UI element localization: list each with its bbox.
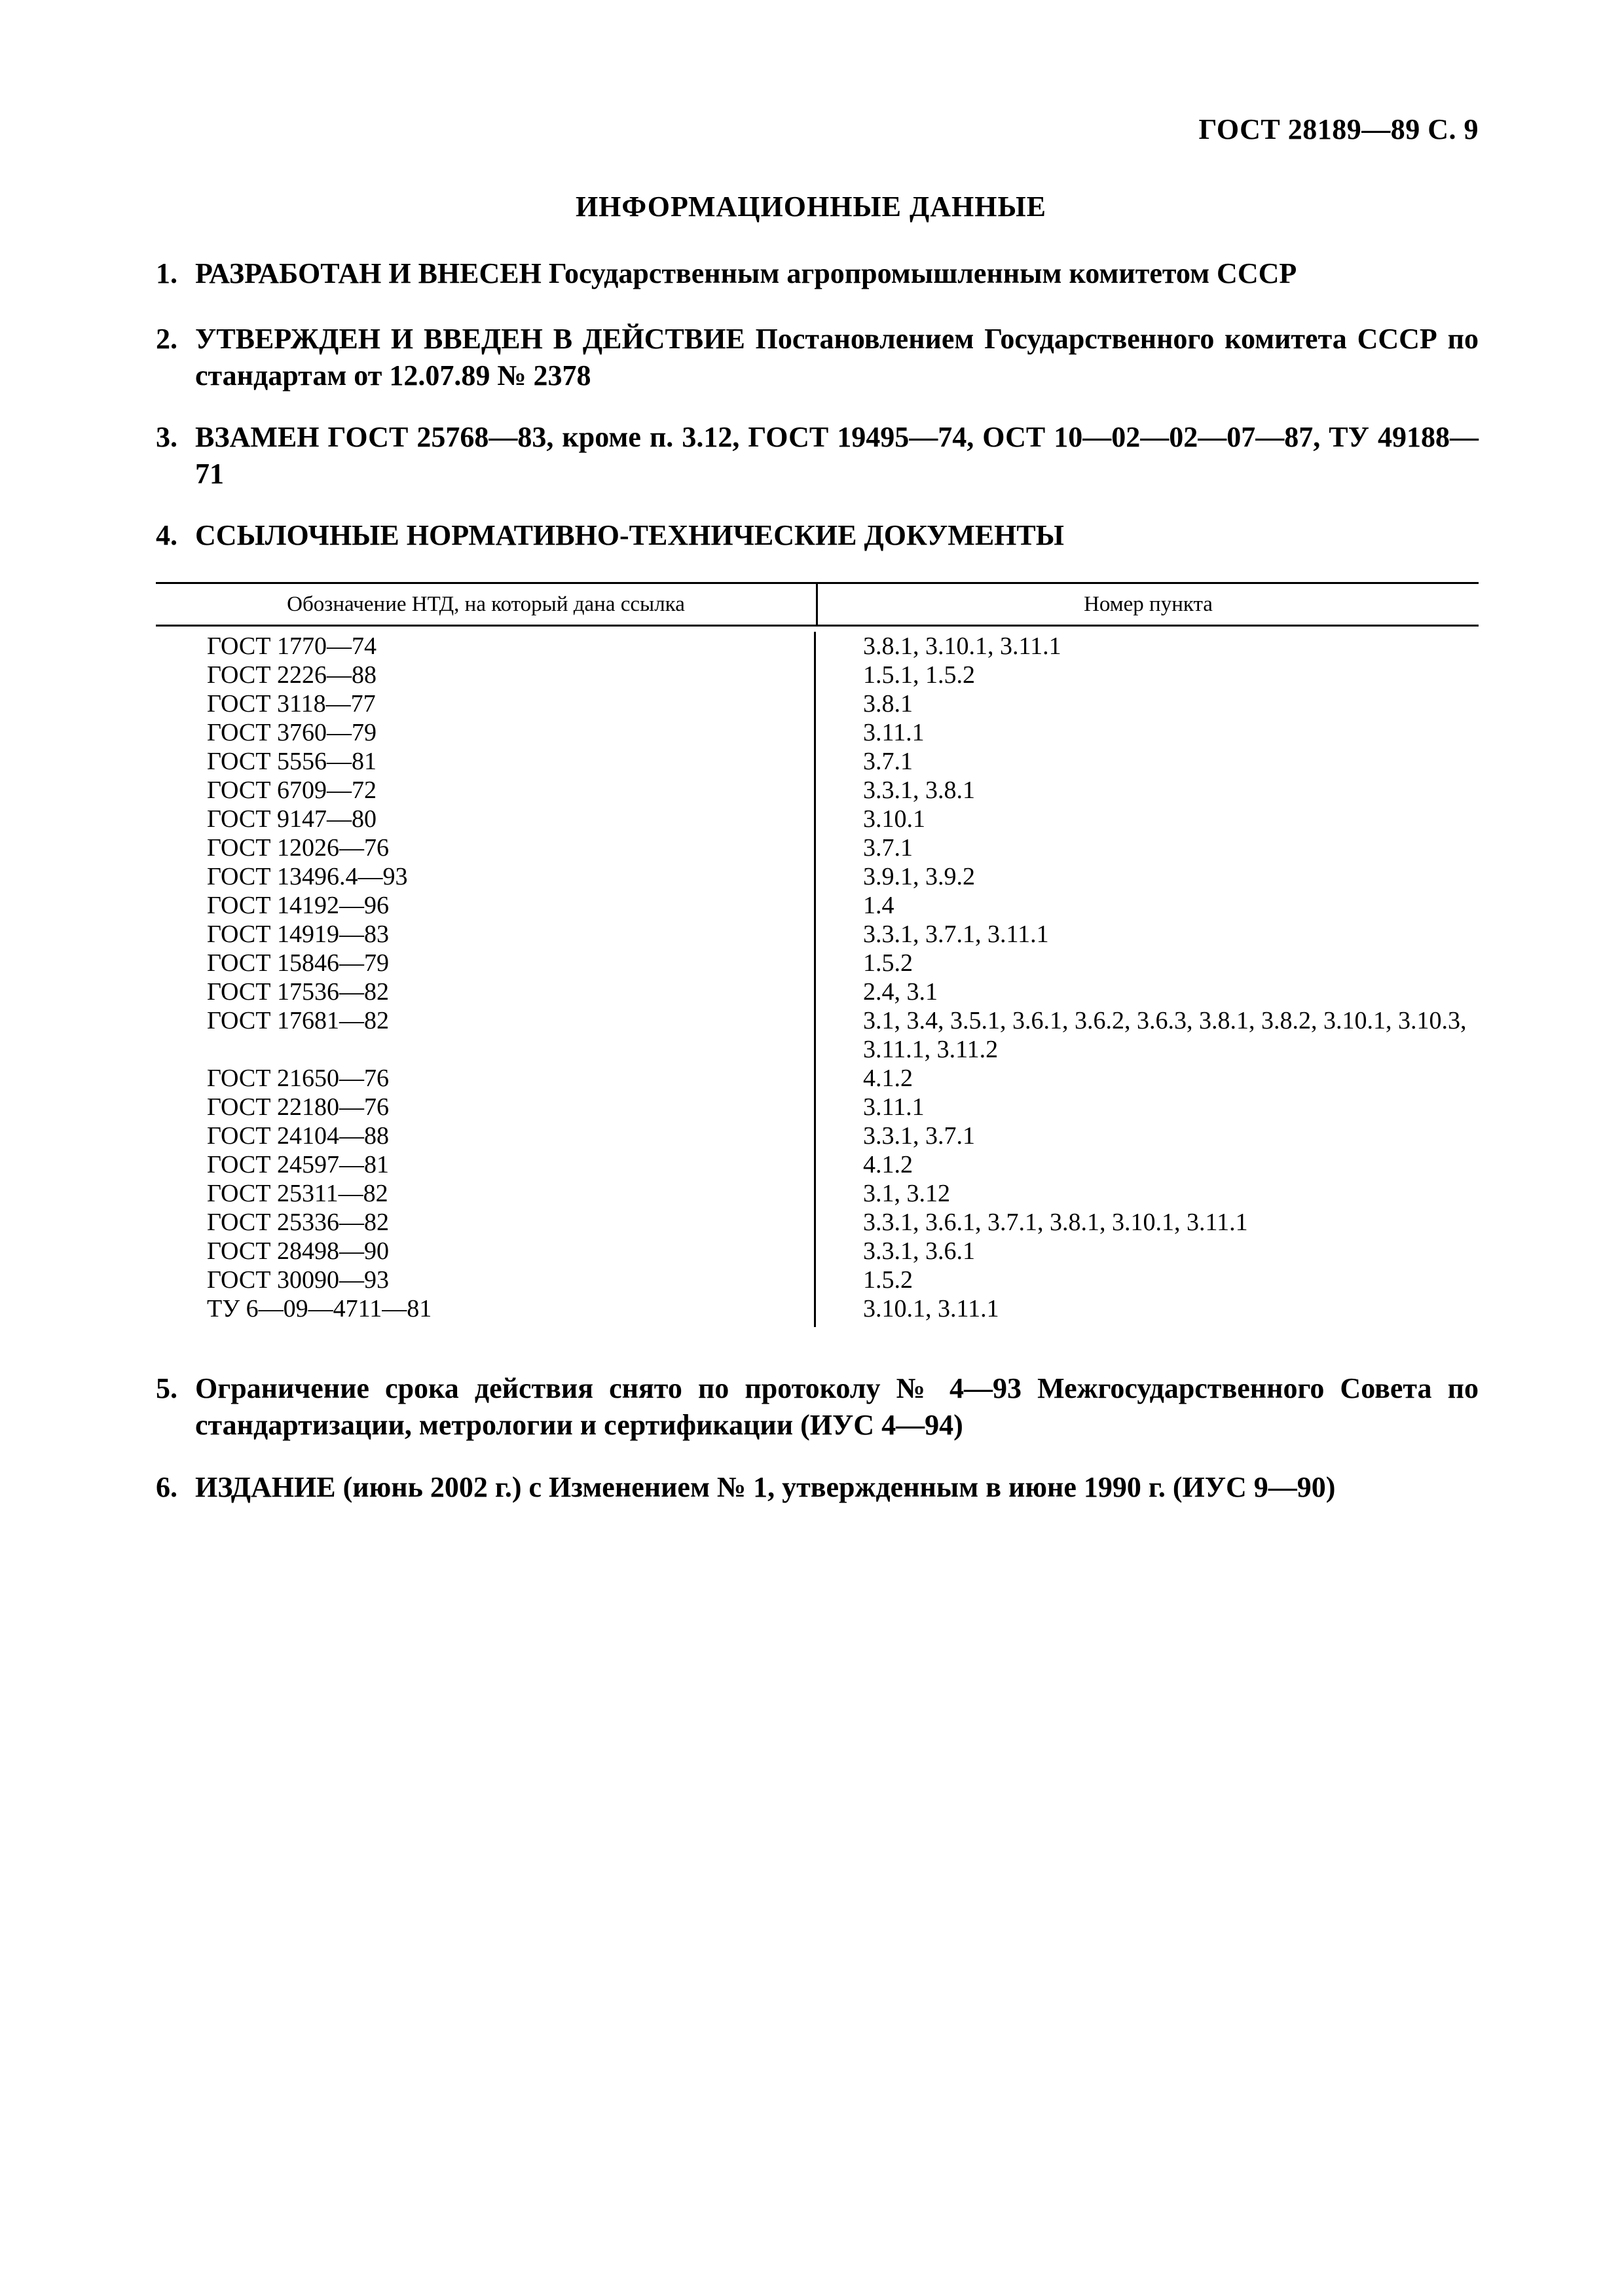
- table-row: [156, 1266, 1479, 1294]
- ref-document: ТУ 6—09—4711—81: [156, 1294, 816, 1323]
- table-row: [156, 1150, 1479, 1179]
- ref-document: ГОСТ 17536—82: [156, 977, 816, 1006]
- table-row: [156, 1237, 1479, 1266]
- ref-clauses: 4.1.2: [863, 1151, 913, 1178]
- ref-document: ГОСТ 22180—76: [156, 1093, 816, 1121]
- ref-clauses: 3.3.1, 3.8.1: [863, 776, 975, 804]
- table-row: [156, 1208, 1479, 1237]
- ref-document: ГОСТ 15846—79: [156, 949, 816, 977]
- ref-clauses: 1.5.2: [863, 949, 913, 977]
- header-document: Обозначение НТД, на который дана ссылка: [156, 584, 818, 625]
- ref-clauses: 3.11.1: [863, 1093, 925, 1121]
- info-item-4: [156, 517, 1479, 554]
- ref-document: ГОСТ 2226—88: [156, 661, 816, 689]
- ref-document: ГОСТ 9147—80: [156, 805, 816, 833]
- table-row: [156, 1064, 1479, 1093]
- ref-document: ГОСТ 12026—76: [156, 833, 816, 862]
- page-header: ГОСТ 28189—89 С. 9: [1198, 113, 1479, 145]
- ref-document: ГОСТ 21650—76: [156, 1064, 816, 1093]
- ref-document: ГОСТ 25336—82: [156, 1208, 816, 1237]
- ref-clauses: 3.1, 3.4, 3.5.1, 3.6.1, 3.6.2, 3.6.3, 3.8.1, 3.8.2, 3.10.1, 3.10.3, 3.11.1, 3.11.2: [863, 1007, 1467, 1063]
- ref-clauses: 3.10.1: [863, 805, 925, 833]
- table-row: [156, 1179, 1479, 1208]
- ref-document: ГОСТ 5556—81: [156, 747, 816, 776]
- table-body: [156, 627, 1479, 1327]
- item-text: ВЗАМЕН ГОСТ 25768—83, кроме п. 3.12, ГОСТ 19495—74, ОСТ 10—02—02—07—87, ТУ 49188—71: [195, 421, 1479, 490]
- ref-clauses: 3.7.1: [863, 834, 913, 862]
- table-header: [156, 584, 1479, 627]
- item-number: 4.: [156, 519, 177, 551]
- ref-clauses: 2.4, 3.1: [863, 978, 938, 1006]
- ref-clauses: 1.4: [863, 892, 894, 919]
- ref-clauses: 3.8.1, 3.10.1, 3.11.1: [863, 632, 1061, 660]
- table-end-spacer: [156, 1323, 1479, 1327]
- table-row: [156, 1294, 1479, 1323]
- table-row: [156, 862, 1479, 891]
- ref-document: ГОСТ 3118—77: [156, 689, 816, 718]
- info-item-5: [156, 1370, 1479, 1444]
- ref-document: ГОСТ 25311—82: [156, 1179, 816, 1208]
- ref-document: ГОСТ 24104—88: [156, 1121, 816, 1150]
- info-item-6: [156, 1469, 1479, 1506]
- table-row: [156, 632, 1479, 661]
- table-row: [156, 747, 1479, 776]
- info-item-3: [156, 419, 1479, 492]
- item-number: 5.: [156, 1372, 177, 1404]
- table-row: [156, 776, 1479, 805]
- ref-clauses: 3.1, 3.12: [863, 1180, 950, 1207]
- item-text: Ограничение срока действия снято по протоколу № 4—93 Межгосударственного Совета по стандартизации, метрологии и сертификации (ИУС 4—94): [195, 1372, 1479, 1441]
- ref-document: ГОСТ 30090—93: [156, 1266, 816, 1294]
- info-item-1: [156, 255, 1479, 292]
- table-row: [156, 718, 1479, 747]
- ref-document: ГОСТ 24597—81: [156, 1150, 816, 1179]
- ref-clauses: 3.3.1, 3.7.1, 3.11.1: [863, 920, 1049, 948]
- item-text: ССЫЛОЧНЫЕ НОРМАТИВНО-ТЕХНИЧЕСКИЕ ДОКУМЕНТЫ: [195, 519, 1064, 551]
- table-row: [156, 689, 1479, 718]
- ref-clauses: 3.8.1: [863, 690, 913, 718]
- ref-document: ГОСТ 17681—82: [156, 1006, 816, 1064]
- ref-document: ГОСТ 13496.4—93: [156, 862, 816, 891]
- ref-clauses: 3.3.1, 3.6.1, 3.7.1, 3.8.1, 3.10.1, 3.11.1: [863, 1209, 1248, 1236]
- table-row: [156, 920, 1479, 949]
- item-number: 1.: [156, 257, 177, 289]
- item-text: РАЗРАБОТАН И ВНЕСЕН Государственным агропромышленным комитетом СССР: [195, 257, 1297, 289]
- table-row: [156, 1093, 1479, 1121]
- header-clause: Номер пункта: [1084, 592, 1213, 616]
- table-row: [156, 805, 1479, 833]
- ref-clauses: 3.10.1, 3.11.1: [863, 1295, 999, 1322]
- table-row: [156, 977, 1479, 1006]
- ref-clauses: 3.3.1, 3.7.1: [863, 1122, 975, 1150]
- ref-document: ГОСТ 6709—72: [156, 776, 816, 805]
- item-text: ИЗДАНИЕ (июнь 2002 г.) с Изменением № 1, утвержденным в июне 1990 г. (ИУС 9—90): [195, 1471, 1336, 1503]
- table-row: [156, 833, 1479, 862]
- ref-clauses: 3.3.1, 3.6.1: [863, 1237, 975, 1265]
- item-number: 6.: [156, 1471, 177, 1503]
- item-number: 2.: [156, 323, 177, 355]
- ref-document: ГОСТ 14919—83: [156, 920, 816, 949]
- table-row: [156, 891, 1479, 920]
- table-row: [156, 1006, 1479, 1064]
- ref-clauses: 4.1.2: [863, 1065, 913, 1092]
- doc-title: ИНФОРМАЦИОННЫЕ ДАННЫЕ: [575, 191, 1047, 223]
- table-row: [156, 661, 1479, 689]
- ref-clauses: 3.7.1: [863, 748, 913, 775]
- ref-clauses: 3.11.1: [863, 719, 925, 746]
- reference-table: [156, 582, 1479, 1327]
- item-number: 3.: [156, 421, 177, 453]
- ref-document: ГОСТ 14192—96: [156, 891, 816, 920]
- ref-clauses: 3.9.1, 3.9.2: [863, 863, 975, 890]
- ref-clauses: 1.5.2: [863, 1266, 913, 1294]
- ref-document: ГОСТ 1770—74: [156, 632, 816, 661]
- table-row: [156, 949, 1479, 977]
- ref-clauses: 1.5.1, 1.5.2: [863, 661, 975, 689]
- ref-document: ГОСТ 28498—90: [156, 1237, 816, 1266]
- item-text: УТВЕРЖДЕН И ВВЕДЕН В ДЕЙСТВИЕ Постановлением Государственного комитета СССР по стандартам от 12.07.89 № 2378: [195, 323, 1479, 392]
- info-item-2: [156, 321, 1479, 394]
- table-row: [156, 1121, 1479, 1150]
- ref-document: ГОСТ 3760—79: [156, 718, 816, 747]
